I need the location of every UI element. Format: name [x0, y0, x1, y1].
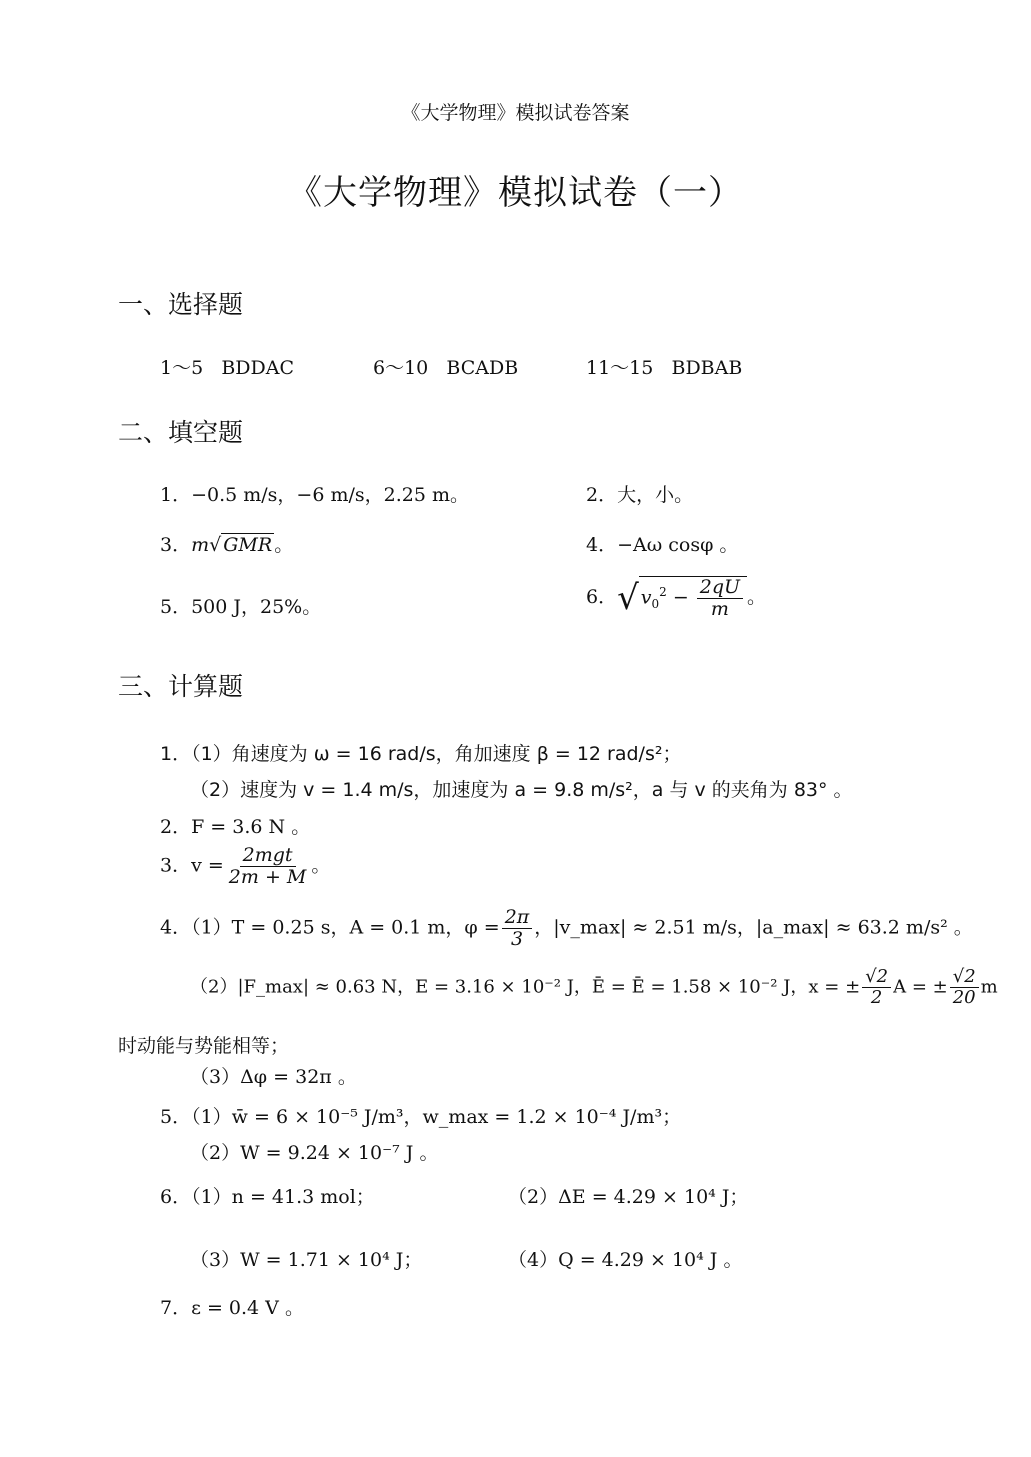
- answer-number: 3．: [160, 534, 192, 556]
- math-symbol: v: [640, 586, 652, 609]
- fraction-denominator: 2: [870, 986, 883, 1008]
- fraction-denominator: 2m + M: [228, 865, 307, 888]
- sqrt-sign: √: [617, 577, 639, 618]
- calc-answer-5a: 5．（1）w̄ = 6 × 10⁻⁵ J/m³，w_max = 1.2 × 10⁻⁴ J/m³；: [160, 1106, 682, 1128]
- calc-answer-6d: （4）Q = 4.29 × 10⁴ J 。: [508, 1249, 743, 1271]
- calc-answer-6a: 6．（1）n = 41.3 mol；: [160, 1186, 375, 1208]
- answer-part: A = ±: [893, 976, 948, 998]
- calc-answer-4c: 时动能与势能相等；: [118, 1035, 290, 1057]
- choice-group-1: [160, 353, 294, 380]
- fill-answer-1: 1．−0.5 m/s，−6 m/s，2.25 m。: [160, 484, 470, 506]
- fraction: [226, 845, 310, 888]
- fill-answer-3: 3．m√ GMR 。: [160, 534, 294, 556]
- choice-group-2: [373, 353, 518, 380]
- fraction-numerator: 2mgt: [240, 845, 296, 867]
- fraction-numerator: √2: [950, 967, 979, 988]
- fraction-denominator: 20: [952, 986, 976, 1008]
- page-header: 《大学物理》模拟试卷答案: [401, 102, 630, 124]
- calc-answer-6b: （2）ΔE = 4.29 × 10⁴ J；: [508, 1186, 749, 1208]
- fill-answer-4: 4．−Aω cosφ 。: [586, 534, 739, 556]
- fraction-denominator: m: [710, 597, 729, 620]
- answer-number: 6．: [586, 585, 618, 608]
- fraction-denominator: 3: [510, 927, 524, 950]
- exam-title: 《大学物理》模拟试卷（一）: [288, 173, 743, 213]
- section-choice-heading: 一、选择题: [118, 290, 244, 319]
- answer-prefix: 3．v =: [160, 854, 224, 877]
- calc-answer-7: 7．ε = 0.4 V 。: [160, 1297, 304, 1319]
- calc-answer-4d: （3）Δφ = 32π 。: [190, 1066, 357, 1088]
- fraction: [950, 967, 979, 1008]
- fraction: [862, 967, 891, 1008]
- choice-range: 11～15: [586, 357, 654, 379]
- math-symbol: m: [191, 534, 210, 556]
- choice-range: 6～10: [373, 357, 429, 379]
- unit: m: [980, 976, 998, 998]
- fill-answer-6: [586, 576, 766, 620]
- section-fill-heading: 二、填空题: [118, 418, 244, 447]
- math-operator: −: [666, 586, 695, 609]
- choice-answers: BCADB: [446, 357, 519, 379]
- choice-group-3: [586, 353, 742, 380]
- section-calc-heading: 三、计算题: [118, 672, 244, 701]
- answer-part: （2）|F_max| ≈ 0.63 N，E = 3.16 × 10⁻² J，Ē = Ē = 1.58 × 10⁻² J，x = ±: [190, 976, 861, 998]
- calc-answer-4b: [190, 967, 998, 1008]
- calc-answer-2: 2．F = 3.6 N 。: [160, 816, 311, 838]
- choice-range: 1～5: [160, 357, 204, 379]
- fill-answer-2: 2．大，小。: [586, 484, 694, 506]
- calc-answer-1b: （2）速度为 v = 1.4 m/s，加速度为 a = 9.8 m/s²，a 与 v 的夹角为 83° 。: [190, 779, 853, 801]
- answer-part: 4．（1）T = 0.25 s，A = 0.1 m，φ =: [160, 916, 500, 939]
- fill-answer-5: 5．500 J，25%。: [160, 596, 322, 618]
- sqrt-expression: $v_0^2$ − $\frac{2qU}{m}$: [639, 576, 747, 620]
- calc-answer-1a: 1．（1）角速度为 ω = 16 rad/s，角加速度 β = 12 rad/s²；: [160, 743, 682, 765]
- calc-answer-5b: （2）W = 9.24 × 10⁻⁷ J 。: [190, 1142, 439, 1164]
- fraction-numerator: 2qU: [697, 577, 743, 599]
- choice-answers: BDBAB: [671, 357, 743, 379]
- calc-answer-3: [160, 845, 330, 888]
- answer-end: 。: [311, 854, 331, 877]
- answer-part: ，|v_max| ≈ 2.51 m/s，|a_max| ≈ 63.2 m/s² 。: [534, 916, 973, 939]
- answer-end: 。: [747, 585, 767, 608]
- answer-end: 。: [274, 534, 294, 556]
- fraction-numerator: √2: [862, 967, 891, 988]
- fraction-numerator: 2π: [502, 907, 533, 929]
- choice-answers: BDDAC: [221, 357, 295, 379]
- fraction: [502, 907, 533, 950]
- calc-answer-6c: （3）W = 1.71 × 10⁴ J；: [190, 1249, 423, 1271]
- calc-answer-4a: [160, 907, 973, 950]
- fraction: [697, 577, 743, 620]
- sqrt-expression: GMR: [223, 534, 273, 556]
